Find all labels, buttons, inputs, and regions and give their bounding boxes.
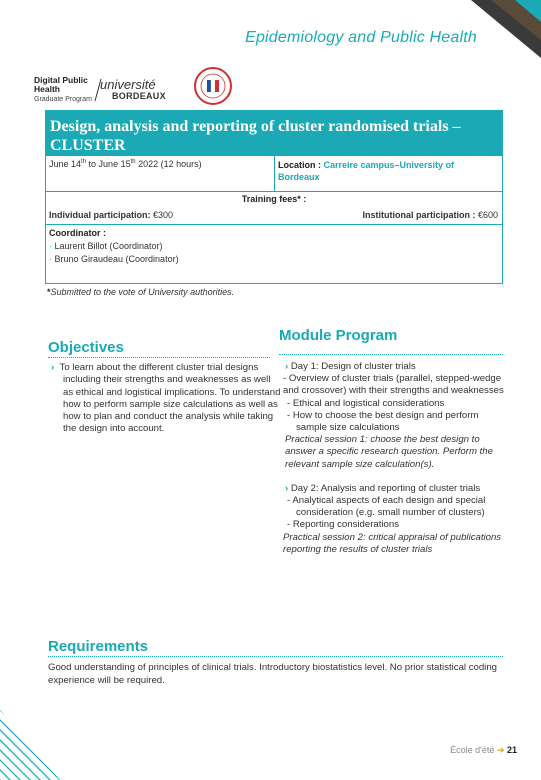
list-item: - How to choose the best design and perform sample size calculations <box>287 409 479 434</box>
dates-location-row <box>46 156 502 192</box>
divider <box>274 156 275 191</box>
coordinator-name: Bruno Giraudeau (Coordinator) <box>54 254 179 264</box>
requirements-heading: Requirements <box>48 638 149 655</box>
arrow-icon: › <box>285 482 291 494</box>
coordinator-heading: Coordinator : <box>49 228 106 238</box>
day2-title-row <box>283 483 505 495</box>
coordinator-list <box>49 240 179 266</box>
divider <box>48 656 503 657</box>
course-location <box>278 159 498 183</box>
location-label: Location : <box>278 160 324 170</box>
list-item: · Bruno Giraudeau (Coordinator) <box>49 254 179 264</box>
logo-line: université <box>100 77 156 92</box>
arrow-icon: › <box>51 362 60 373</box>
divider <box>48 357 270 358</box>
section-title: Epidemiology and Public Health <box>245 29 477 46</box>
university-bordeaux-logo <box>94 77 174 103</box>
logo-line: BORDEAUX <box>112 91 166 101</box>
list-item: · Laurent Billot (Coordinator) <box>49 241 163 251</box>
arrow-icon: › <box>285 361 291 372</box>
day1-title-row <box>283 361 505 373</box>
seal-icon <box>193 66 233 106</box>
practical-session-1: Practical session 1: choose the best design to answer a specific research question. Perform the relevant sample size calculation(s). <box>285 434 493 470</box>
fees-heading: Training fees* : <box>241 194 307 204</box>
objectives-heading: Objectives <box>48 339 124 356</box>
footer-label: École d'été <box>450 745 495 755</box>
page-number: 21 <box>506 745 517 755</box>
list-item: - Analytical aspects of each design and special consideration (e.g. small number of clusters) <box>287 495 486 519</box>
objectives-body: To learn about the different cluster trial designs including their strengths and weaknesses as well as ethical and logistical implications. To understand how to perform sample size calculations as well as how to plan and conduct the analysis while taking the design into account. <box>59 362 281 435</box>
spacer <box>283 471 505 483</box>
date-sup: th <box>130 159 136 165</box>
fee-label: Individual participation: <box>49 210 154 220</box>
list-item: - Reporting considerations <box>287 519 399 531</box>
triangle-icon: ➔ <box>496 745 505 755</box>
digital-public-health-logo <box>34 76 92 104</box>
footnote-star: * <box>47 287 51 297</box>
date-sup: th <box>81 159 87 165</box>
course-info-box <box>45 110 503 284</box>
fee-value: €600 <box>477 210 498 220</box>
day1-title: Day 1: Design of cluster trials <box>290 361 416 372</box>
list-item: - Ethical and logistical considerations <box>287 397 445 409</box>
corner-decoration-top <box>471 0 541 60</box>
practical-session-2: Practical session 2: critical appraisal of publications reporting the results of cluster trials <box>283 531 502 555</box>
requirements-text: Good understanding of principles of clinical trials. Introductory biostatistics level. No prior statistical coding experience will be required. <box>48 662 497 686</box>
page-footer <box>450 745 517 756</box>
date-part: June 14 <box>49 159 82 169</box>
module-program-heading: Module Program <box>279 327 398 344</box>
footnote-text: Submitted to the vote of University authorities. <box>50 287 235 297</box>
corner-decoration-bottom <box>0 700 60 780</box>
day2-title: Day 2: Analysis and reporting of cluster trials <box>290 482 481 494</box>
date-part: 2022 (12 hours) <box>135 159 202 169</box>
logo-line: Graduate Program <box>34 96 92 103</box>
objectives-text <box>51 362 281 436</box>
fee-label: Institutional participation : <box>362 210 478 220</box>
individual-fee <box>49 210 173 220</box>
course-title: Design, analysis and reporting of cluster randomised trials – CLUSTER <box>46 111 502 156</box>
location-value: Carreire campus–University of Bordeaux <box>278 160 455 182</box>
footnote <box>47 287 234 297</box>
list-item: - Overview of cluster trials (parallel, stepped-wedge and crossover) with their strengths and weaknesses <box>283 373 504 397</box>
logo-line: Health <box>34 84 60 94</box>
coordinator-name: Laurent Billot (Coordinator) <box>54 241 163 251</box>
divider <box>46 224 502 225</box>
logo-line: Digital Public <box>34 75 88 85</box>
fee-value: €300 <box>153 210 174 220</box>
course-dates <box>49 159 202 169</box>
module-program-text <box>283 361 505 556</box>
date-part: to June 15 <box>86 159 131 169</box>
divider <box>279 354 503 355</box>
institutional-fee <box>362 210 498 220</box>
